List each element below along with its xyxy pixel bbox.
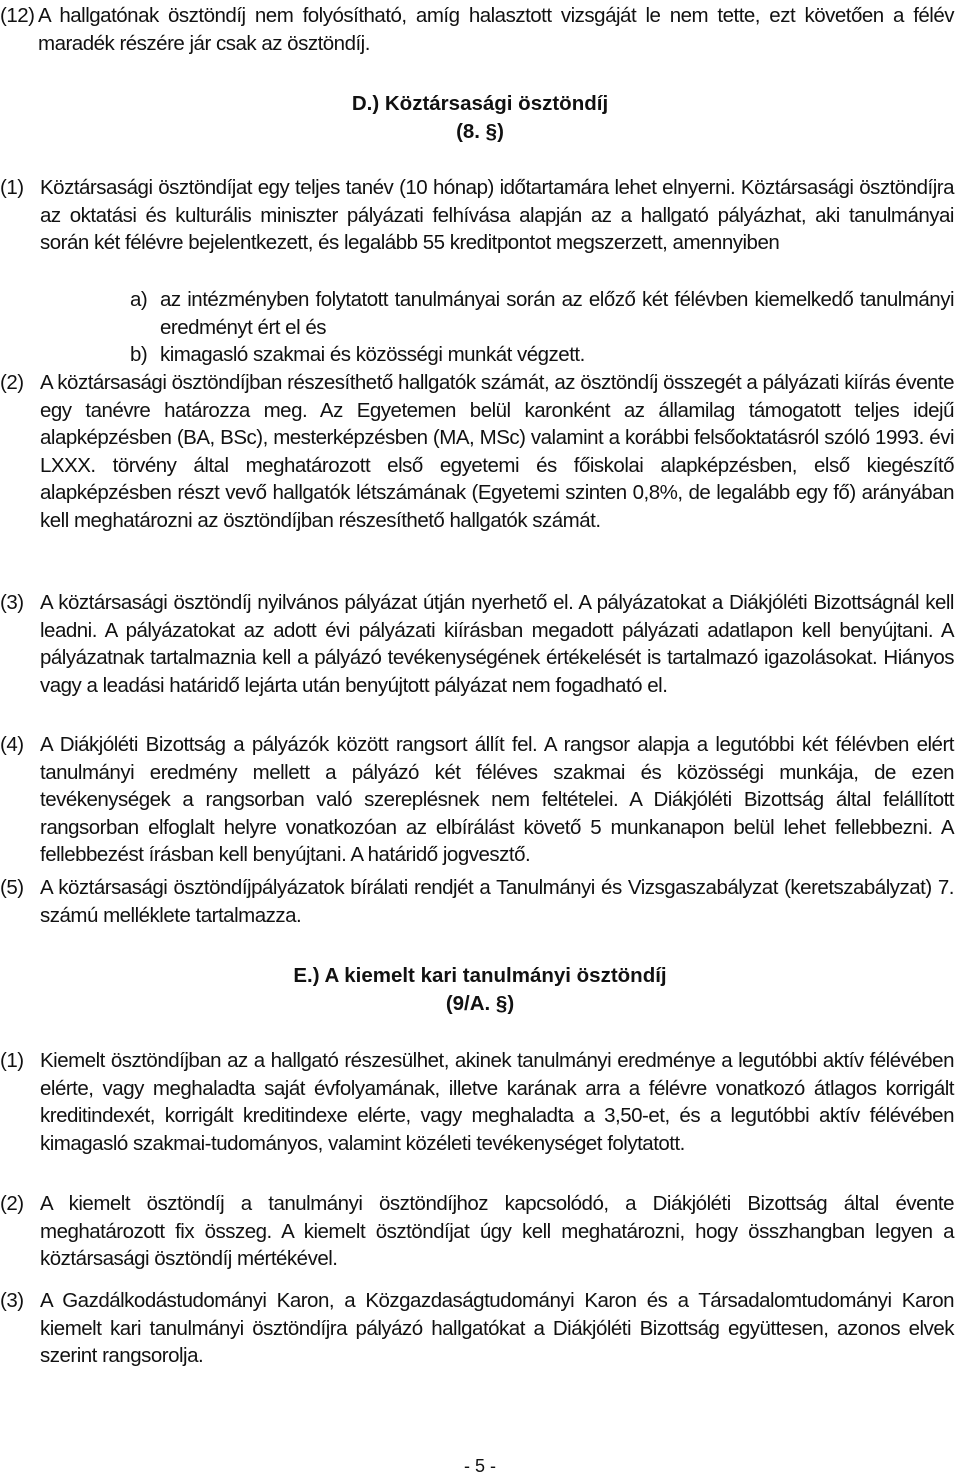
section-title: D.) Köztársasági ösztöndíj <box>351 92 609 115</box>
paragraph-number: (5) <box>0 876 24 899</box>
list-item-text: az intézményben folytatott tanulmányai során az előző két félévben kiemelkedő tanulmányi eredményt ért el és <box>160 288 954 339</box>
paragraph-number: (2) <box>0 371 24 394</box>
section-d-heading <box>0 90 960 145</box>
paragraph-text: A köztársasági ösztöndíjpályázatok bírálati rendjét a Tanulmányi és Vizsgaszabályzat (keretszabályzat) 7. számú melléklete tartalmazza. <box>40 876 954 927</box>
section-subtitle: (9/A. §) <box>445 991 515 1015</box>
section-title: E.) A kiemelt kari tanulmányi ösztöndíj <box>293 964 667 987</box>
list-item-label: a) <box>130 288 148 311</box>
paragraph-text: A köztársasági ösztöndíjban részesíthető hallgatók számát, az ösztöndíj összegét a pályázati kiírás évente egy tanévre határozza meg. Az Egyetemen belül karonként az államilag támogatott teljes idejű alapképzésben (BA, BSc), mesterképzésben (MA, MSc) valamint a korábbi felsőoktatásról szóló 1993. évi LXXX. törvény által meghatározott első egyetemi és főiskolai alapképzésben, első kiegészítő alapképzésben részt vevő hallgatók létszámának (Egyetemi szinten 0,8%, de legalább egy fő) arányában kell meghatározni az ösztöndíjban részesíthető hallgatók számát. <box>40 371 954 532</box>
paragraph-number: (1) <box>0 176 24 199</box>
section-d-paragraph-5 <box>0 874 954 929</box>
section-d-paragraph-2 <box>0 369 954 535</box>
paragraph-text: A Gazdálkodástudományi Karon, a Közgazdaságtudományi Karon és a Társadalomtudományi Karon kiemelt kari tanulmányi ösztöndíjra pályázó hallgatókat a Diákjóléti Bizottság együttesen, azonos elvek szerint rangsorolja. <box>40 1289 954 1368</box>
paragraph-number: (3) <box>0 591 24 614</box>
paragraph-text: A Diákjóléti Bizottság a pályázók között rangsort állít fel. A rangsor alapja a legutóbbi két félévben elért tanulmányi eredmény mellett a pályázó két féléves szakmai és közösségi munkája, de ezen tevékenységek a rangsorban való szereplésnek nem feltételei. A Diákjóléti Bizottság által felállított rangsorban elfoglalt helyre vonatkozóan az elbírálást követő 5 munkanapon belül lehet fellebbezni. A fellebbezést írásban kell benyújtani. A határidő jogvesztő. <box>40 733 954 867</box>
paragraph-text: A köztársasági ösztöndíj nyilvános pályázat útján nyerhető el. A pályázatokat a Diákjóléti Bizottságnál kell leadni. A pályázatokat az adott évi pályázati kiírásban megadott pályázati adatlapon kell benyújtani. A pályázatnak tartalmaznia kell a pályázó tevékenységének értékelését is tartalmazó igazolásokat. Hiányos vagy a leadási határidő lejárta után benyújtott pályázat nem fogadható el. <box>40 591 954 697</box>
section-e-paragraph-1 <box>0 1047 954 1157</box>
paragraph-number: (3) <box>0 1289 24 1312</box>
paragraph-number: (12) <box>0 4 35 27</box>
section-d-paragraph-1 <box>0 174 954 257</box>
list-item-b <box>130 341 954 369</box>
paragraph-number: (1) <box>0 1049 24 1072</box>
list-item-a <box>130 286 954 341</box>
section-subtitle: (8. §) <box>456 119 504 143</box>
list-item-text: kimagasló szakmai és közösségi munkát végzett. <box>160 343 585 366</box>
section-e-heading <box>0 962 960 1017</box>
intro-paragraph <box>0 2 954 57</box>
list-item-label: b) <box>130 343 148 366</box>
paragraph-number: (2) <box>0 1192 24 1215</box>
paragraph-text: A kiemelt ösztöndíj a tanulmányi ösztöndíjhoz kapcsolódó, a Diákjóléti Bizottság által évente meghatározott fix összeg. A kiemelt ösztöndíjat úgy kell meghatározni, hogy összhangban legyen a köztársasági ösztöndíj mértékével. <box>40 1192 954 1271</box>
paragraph-text: Kiemelt ösztöndíjban az a hallgató részesülhet, akinek tanulmányi eredménye a legutóbbi aktív félévében elérte, vagy meghaladta saját évfolyamának, illetve karának arra a félévre vonatkozó átlagos korrigált kreditindexét, korrigált kreditindexe elérte, vagy meghaladta a 3,50-et, és a legutóbbi aktív félévében kimagasló szakmai-tudományos, valamint közéleti tevékenységet folytatott. <box>40 1049 954 1155</box>
section-e-paragraph-3 <box>0 1287 954 1370</box>
paragraph-text: Köztársasági ösztöndíjat egy teljes tanév (10 hónap) időtartamára lehet elnyerni. Köztársasági ösztöndíjra az oktatási és kulturális miniszter pályázati felhívása alapján az a hallgató pályázhat, aki tanulmányai során két félévre bejelentkezett, és legalább 55 kreditpontot megszerzett, amennyiben <box>40 176 954 255</box>
section-d-paragraph-3 <box>0 589 954 699</box>
paragraph-text: A hallgatónak ösztöndíj nem folyósítható, amíg halasztott vizsgáját le nem tette, ezt követően a félév maradék részére jár csak az ösztöndíj. <box>38 4 954 55</box>
paragraph-number: (4) <box>0 733 24 756</box>
page-number: - 5 - <box>463 1456 496 1476</box>
section-d-paragraph-4 <box>0 731 954 869</box>
section-e-paragraph-2 <box>0 1190 954 1273</box>
